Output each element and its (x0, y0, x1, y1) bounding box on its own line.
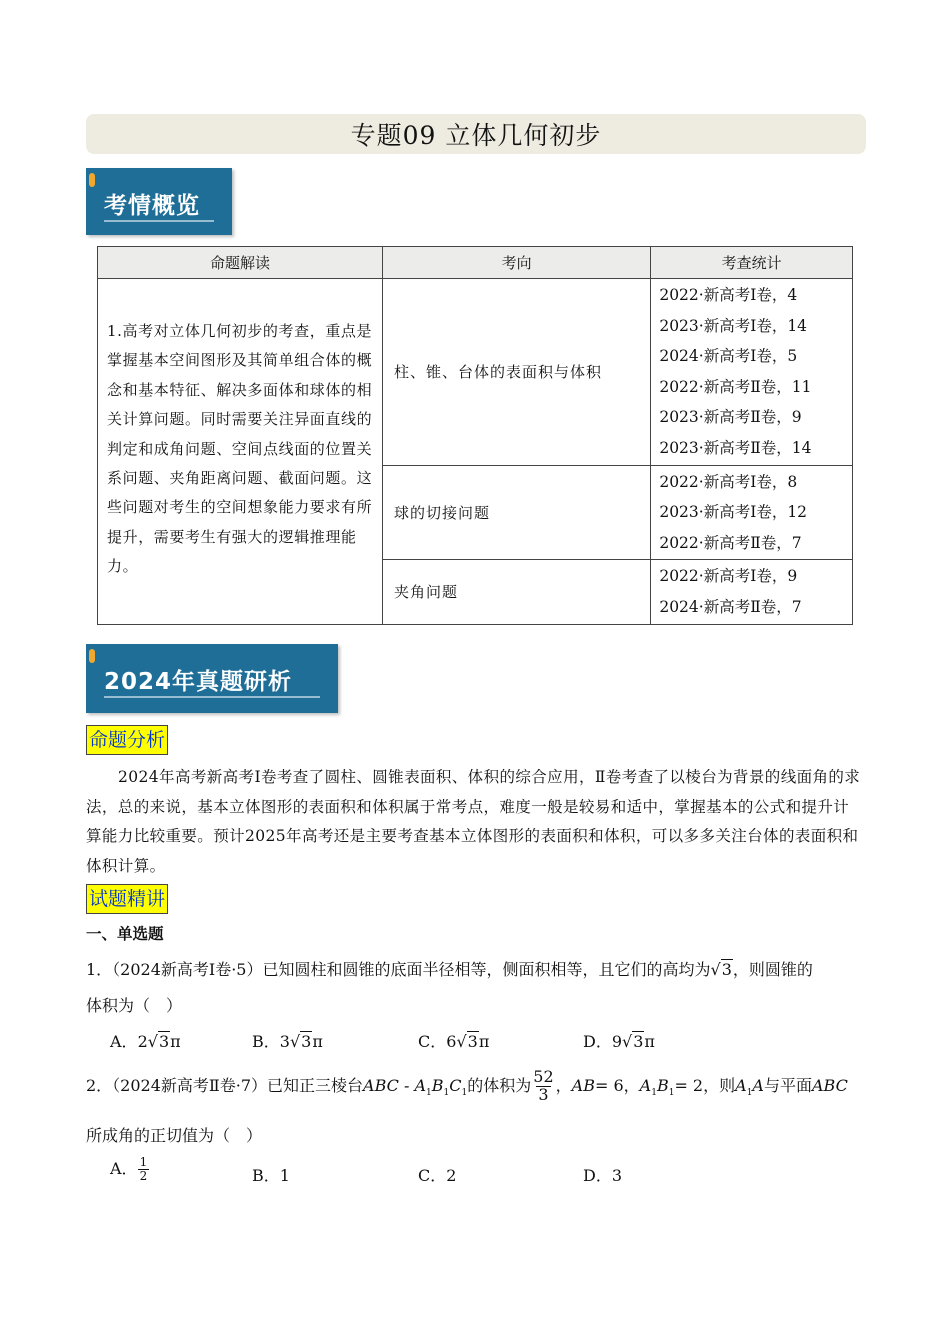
fraction-denominator: 2 (139, 1169, 148, 1183)
option-coef: 2 (137, 1032, 148, 1051)
table-header-direction: 考向 (382, 247, 650, 279)
stats-cell (651, 465, 853, 560)
q2-option-d[interactable] (583, 1163, 622, 1186)
q2-plane-abc: ABC (812, 1076, 848, 1095)
badge-tab-icon (89, 649, 95, 663)
option-root: 3 (467, 1032, 478, 1051)
sqrt-symbol: √3 (289, 1032, 312, 1051)
direction-cell: 柱、锥、台体的表面积与体积 (393, 363, 602, 382)
reading-text: 1.高考对立体几何初步的考查，重点是掌握基本空间图形及其简单组合体的概念和基本特征、解决多面体和球体的相关计算问题。同时需要关注异面直线的判定和成角问题、空间点线面的位置关系问题、夹角距离问题、截面问题。这些问题对考生的空间想象能力要求有所提升，需要考生有强大的逻辑推理能力。 (107, 322, 373, 576)
q1-root: 3 (721, 960, 732, 979)
option-root: 3 (158, 1032, 170, 1051)
option-tail: π (644, 1032, 655, 1051)
q2-volume-text: 的体积为 (467, 1076, 532, 1095)
question-2-line2: 所成角的正切值为（ ） (86, 1126, 263, 1145)
stat-item: 2022·新高考Ⅰ卷，8 (659, 472, 798, 491)
stats-cell (651, 279, 853, 466)
option-label: A． (110, 1159, 138, 1178)
fraction-numerator: 1 (139, 1155, 148, 1170)
stat-item: 2023·新高考Ⅱ卷，9 (659, 408, 802, 427)
option-label: C． (418, 1032, 447, 1051)
option-tail: π (312, 1032, 323, 1051)
stat-item: 2024·新高考Ⅱ卷，7 (659, 597, 802, 616)
badge-tab-icon (89, 173, 95, 187)
overview-badge (86, 168, 232, 235)
q2-ab: AB (571, 1076, 595, 1095)
option-value: 3 (611, 1166, 623, 1185)
sqrt-symbol: √3 (456, 1032, 478, 1051)
option-fraction (138, 1156, 150, 1182)
q1-suffix: ，则圆锥的 (732, 960, 813, 979)
section-title: 一、单选题 (86, 925, 164, 943)
research-badge (86, 644, 338, 713)
sqrt-symbol: √3 (622, 1032, 644, 1051)
badge-underline (104, 696, 320, 698)
q2-option-b[interactable] (252, 1163, 290, 1186)
option-label: C． (418, 1166, 447, 1185)
sqrt-symbol: √3 (147, 1032, 170, 1051)
option-root: 3 (633, 1032, 644, 1051)
q2-solid: ABC - A (363, 1076, 427, 1095)
stat-item: 2022·新高考Ⅰ卷，4 (659, 286, 798, 304)
q1-option-b[interactable] (252, 1029, 323, 1052)
q2-volume-fraction (531, 1069, 555, 1104)
direction-cell: 球的切接问题 (393, 503, 490, 522)
option-label: A． (110, 1032, 138, 1051)
q2-prefix: 2．（2024新高考Ⅱ卷·7）已知正三棱台 (86, 1076, 364, 1095)
stat-item: 2023·新高考Ⅰ卷，14 (659, 316, 808, 335)
option-label: B． (252, 1032, 280, 1051)
q2-a1b1-value: = 2 (674, 1076, 704, 1095)
option-label: D． (583, 1166, 612, 1185)
option-coef: 3 (279, 1032, 290, 1051)
q2-option-a[interactable] (110, 1156, 149, 1183)
stat-item: 2024·新高考Ⅰ卷，5 (659, 347, 798, 366)
option-value: 1 (279, 1166, 290, 1185)
q1-option-d[interactable] (583, 1029, 655, 1052)
question-2-line1: 2．（2024新高考Ⅱ卷·7）已知正三棱台ABC - $A_1B_1C_1$的体积为 $\frac{52}{3}$ ，AB= 6，$A_1B_1= 2$，则$A_1A$与平面ABC (86, 1067, 848, 1104)
question-1-line2: 体积为（ ） (86, 996, 183, 1015)
sqrt-symbol: √3 (710, 960, 732, 979)
direction-cell: 夹角问题 (393, 583, 458, 602)
analysis-label: 命题分析 (86, 725, 168, 755)
option-label: B． (252, 1166, 280, 1185)
stat-item: 2023·新高考Ⅰ卷，12 (659, 503, 808, 522)
option-tail: π (170, 1032, 181, 1051)
stat-item: 2022·新高考Ⅰ卷，9 (659, 567, 798, 586)
stat-item: 2022·新高考Ⅱ卷，7 (659, 533, 802, 552)
option-coef: 9 (611, 1032, 623, 1051)
lecture-label: 试题精讲 (86, 884, 168, 914)
fraction-denominator: 3 (538, 1085, 549, 1104)
q2-plane-text: 与平面 (763, 1076, 812, 1095)
q2-ab-value: = 6 (594, 1076, 624, 1095)
q2-then: ，则 (703, 1076, 736, 1095)
option-tail: π (478, 1032, 490, 1051)
stats-cell (651, 560, 853, 624)
q2-option-c[interactable] (418, 1163, 456, 1186)
question-1-line1 (86, 957, 813, 980)
q1-prefix: 1．（2024新高考Ⅰ卷·5）已知圆柱和圆锥的底面半径相等，侧面积相等，且它们的高均为 (86, 960, 711, 979)
option-label: D． (583, 1032, 612, 1051)
option-coef: 6 (446, 1032, 457, 1051)
table-header-reading: 命题解读 (98, 247, 383, 279)
badge-underline (104, 220, 214, 222)
fraction-numerator: 52 (533, 1067, 554, 1087)
overview-badge-text: 考情概览 (104, 193, 200, 219)
research-badge-text: 2024年真题研析 (104, 669, 293, 695)
q1-option-c[interactable] (418, 1029, 489, 1052)
option-root: 3 (301, 1032, 312, 1051)
page-title: 专题09 立体几何初步 (86, 114, 866, 154)
stat-item: 2023·新高考Ⅱ卷，14 (659, 438, 812, 457)
option-value: 2 (446, 1166, 457, 1185)
table-header-stats: 考查统计 (651, 247, 853, 279)
analysis-paragraph: 2024年高考新高考Ⅰ卷考查了圆柱、圆锥表面积、体积的综合应用，Ⅱ卷考查了以棱台为背景的线面角的求法，总的来说，基本立体图形的表面积和体积属于常考点，难度一般是较易和适中，掌握基本的公式和提升计算能力比较重要。预计2025年高考还是主要考查基本立体图形的表面积和体积，可以多多关注台体的表面积和体积计算。 (86, 768, 861, 875)
q1-option-a[interactable] (110, 1029, 181, 1052)
stat-item: 2022·新高考Ⅱ卷，11 (659, 377, 812, 396)
exam-stats-table (97, 246, 853, 625)
